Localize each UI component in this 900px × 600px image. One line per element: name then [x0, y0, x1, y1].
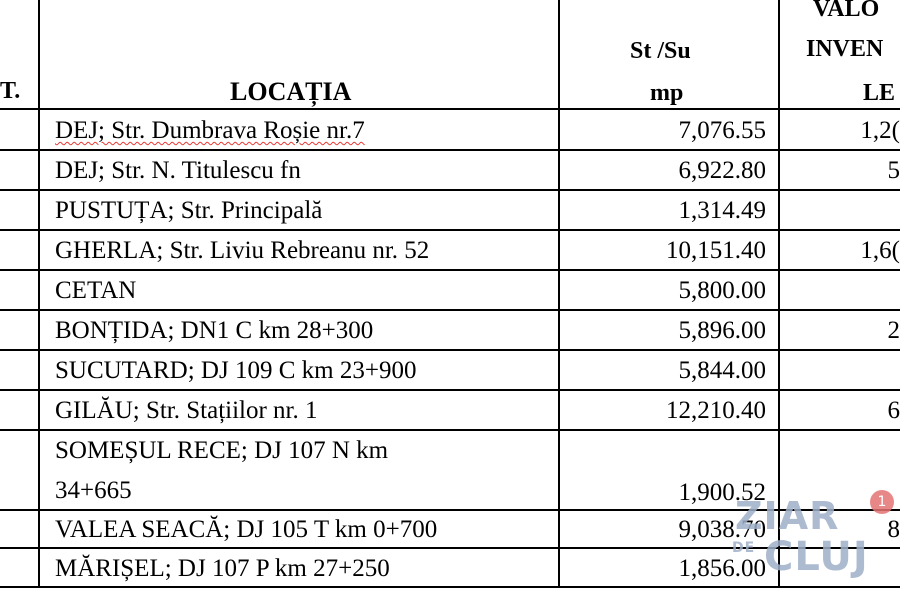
header-area: St /Su: [630, 38, 691, 64]
row-value: 1,2(: [860, 117, 900, 144]
ziar-de-cluj-logo: [730, 490, 900, 590]
row-location: GHERLA; Str. Liviu Rebreanu nr. 52: [55, 237, 430, 264]
row-location: GILĂU; Str. Stațiilor nr. 1: [55, 397, 318, 424]
row-area: 1,856.00: [678, 555, 766, 582]
row-area: 5,800.00: [678, 277, 766, 304]
row-area: 5,896.00: [678, 317, 766, 344]
row-value: 2: [887, 317, 900, 344]
row-location: DEJ; Str. Dumbrava Roșie nr.7: [55, 117, 365, 144]
row-location: MĂRIȘEL; DJ 107 P km 27+250: [55, 555, 390, 582]
row-location: CETAN: [55, 277, 137, 304]
row-location: PUSTUȚA; Str. Principală: [55, 197, 323, 224]
row-divider: [0, 229, 900, 231]
row-area: 5,844.00: [678, 357, 766, 384]
row-area: 1,314.49: [678, 197, 766, 224]
header-value-inventory: INVEN: [806, 36, 884, 62]
row-divider: [0, 108, 900, 110]
header-location: LOCAȚIA: [230, 77, 352, 106]
row-divider: [0, 349, 900, 351]
row-area: 1,900.52: [678, 479, 766, 506]
row-value: 5: [887, 157, 900, 184]
row-location: DEJ; Str. N. Titulescu fn: [55, 157, 301, 184]
row-location-continued: 34+665: [55, 477, 132, 504]
row-area: 6,922.80: [678, 157, 766, 184]
header-value: VALO: [813, 0, 880, 22]
row-divider: [0, 389, 900, 391]
row-area: 9,038.70: [678, 516, 766, 543]
row-value: 8: [887, 516, 900, 543]
row-value: 6: [887, 397, 900, 424]
row-area: 12,210.40: [666, 397, 766, 424]
row-area: 10,151.40: [666, 237, 766, 264]
row-location: VALEA SEACĂ; DJ 105 T km 0+700: [55, 516, 438, 543]
header-nr: T.: [0, 78, 21, 104]
row-location: SOMEȘUL RECE; DJ 107 N km: [55, 437, 389, 464]
logo-word-de: DE: [732, 540, 756, 556]
header-value-unit: LE: [863, 80, 896, 106]
logo-word-cluj: CLUJ: [764, 534, 869, 580]
row-divider: [0, 269, 900, 271]
column-divider: [38, 0, 40, 587]
notification-badge: 1: [870, 490, 894, 514]
row-divider: [0, 149, 900, 151]
row-divider: [0, 429, 900, 431]
row-location: SUCUTARD; DJ 109 C km 23+900: [55, 357, 417, 384]
logo-word-ziar: ZIAR: [735, 494, 840, 538]
row-divider: [0, 189, 900, 191]
row-divider: [0, 309, 900, 311]
row-location: BONȚIDA; DN1 C km 28+300: [55, 317, 374, 344]
row-value: 1,6(: [860, 237, 900, 264]
header-area-unit: mp: [650, 80, 684, 106]
row-area: 7,076.55: [678, 117, 766, 144]
